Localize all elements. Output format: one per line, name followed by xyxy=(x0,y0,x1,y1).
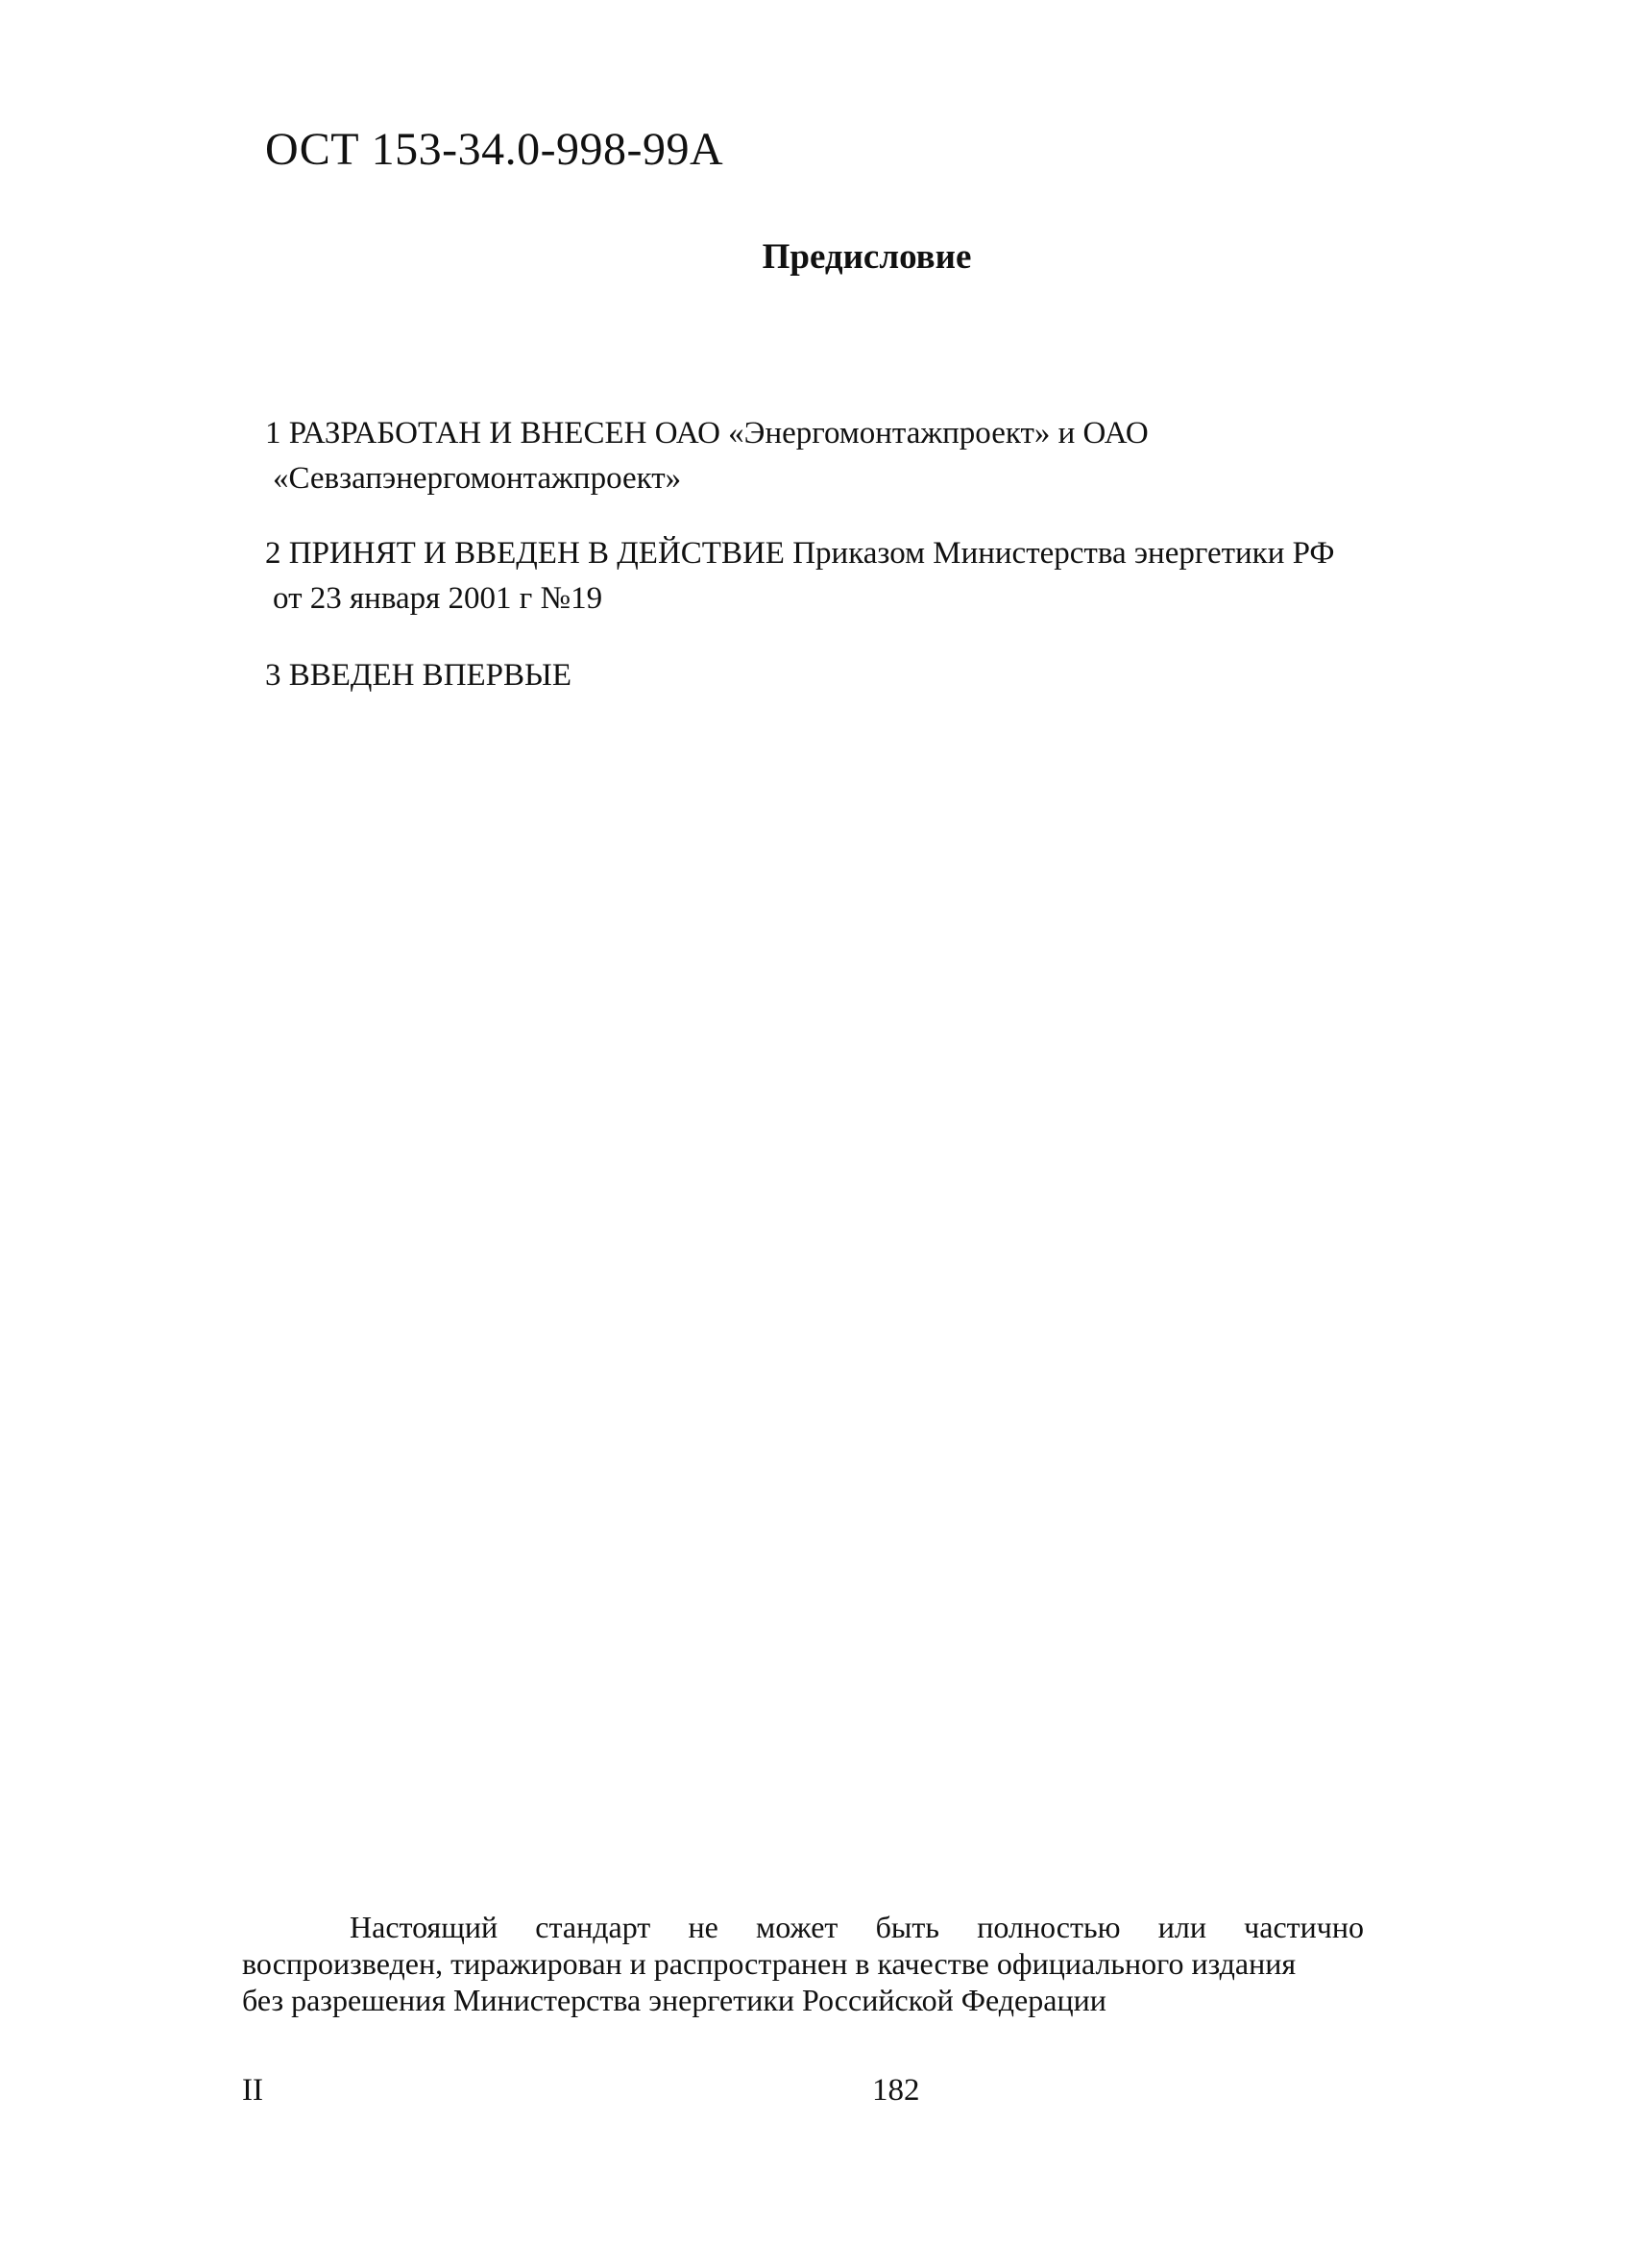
page-number: 182 xyxy=(872,2073,920,2108)
preface-item-1 xyxy=(265,411,1379,501)
preface-item-1-line-1: 1 РАЗРАБОТАН И ВНЕСЕН ОАО «Энергомонтажпроект» и ОАО xyxy=(265,416,1149,451)
copyright-notice-line-2: воспроизведен, тиражирован и распространен в качестве официального издания xyxy=(242,1946,1297,1981)
roman-page-number: II xyxy=(242,2073,263,2108)
page-title: Предисловие xyxy=(762,237,972,277)
copyright-notice-line-3: без разрешения Министерства энергетики Российской Федерации xyxy=(242,1983,1106,2017)
preface-item-2-line-2: от 23 января 2001 г №19 xyxy=(273,581,603,616)
preface-item-2-line-1: 2 ПРИНЯТ И ВВЕДЕН В ДЕЙСТВИЕ Приказом Министерства энергетики РФ xyxy=(265,536,1335,571)
preface-item-3 xyxy=(265,653,1379,698)
preface-item-2 xyxy=(265,531,1379,622)
copyright-notice-line-1: Настоящий стандарт не может быть полностью или частично xyxy=(350,1910,1364,1944)
preface-item-1-line-2: «Севзапэнергомонтажпроект» xyxy=(273,461,682,496)
copyright-notice xyxy=(242,1909,1364,2018)
document-code: ОСТ 153-34.0-998-99А xyxy=(265,124,724,175)
preface-item-3-line-1: 3 ВВЕДЕН ВПЕРВЫЕ xyxy=(265,658,571,693)
